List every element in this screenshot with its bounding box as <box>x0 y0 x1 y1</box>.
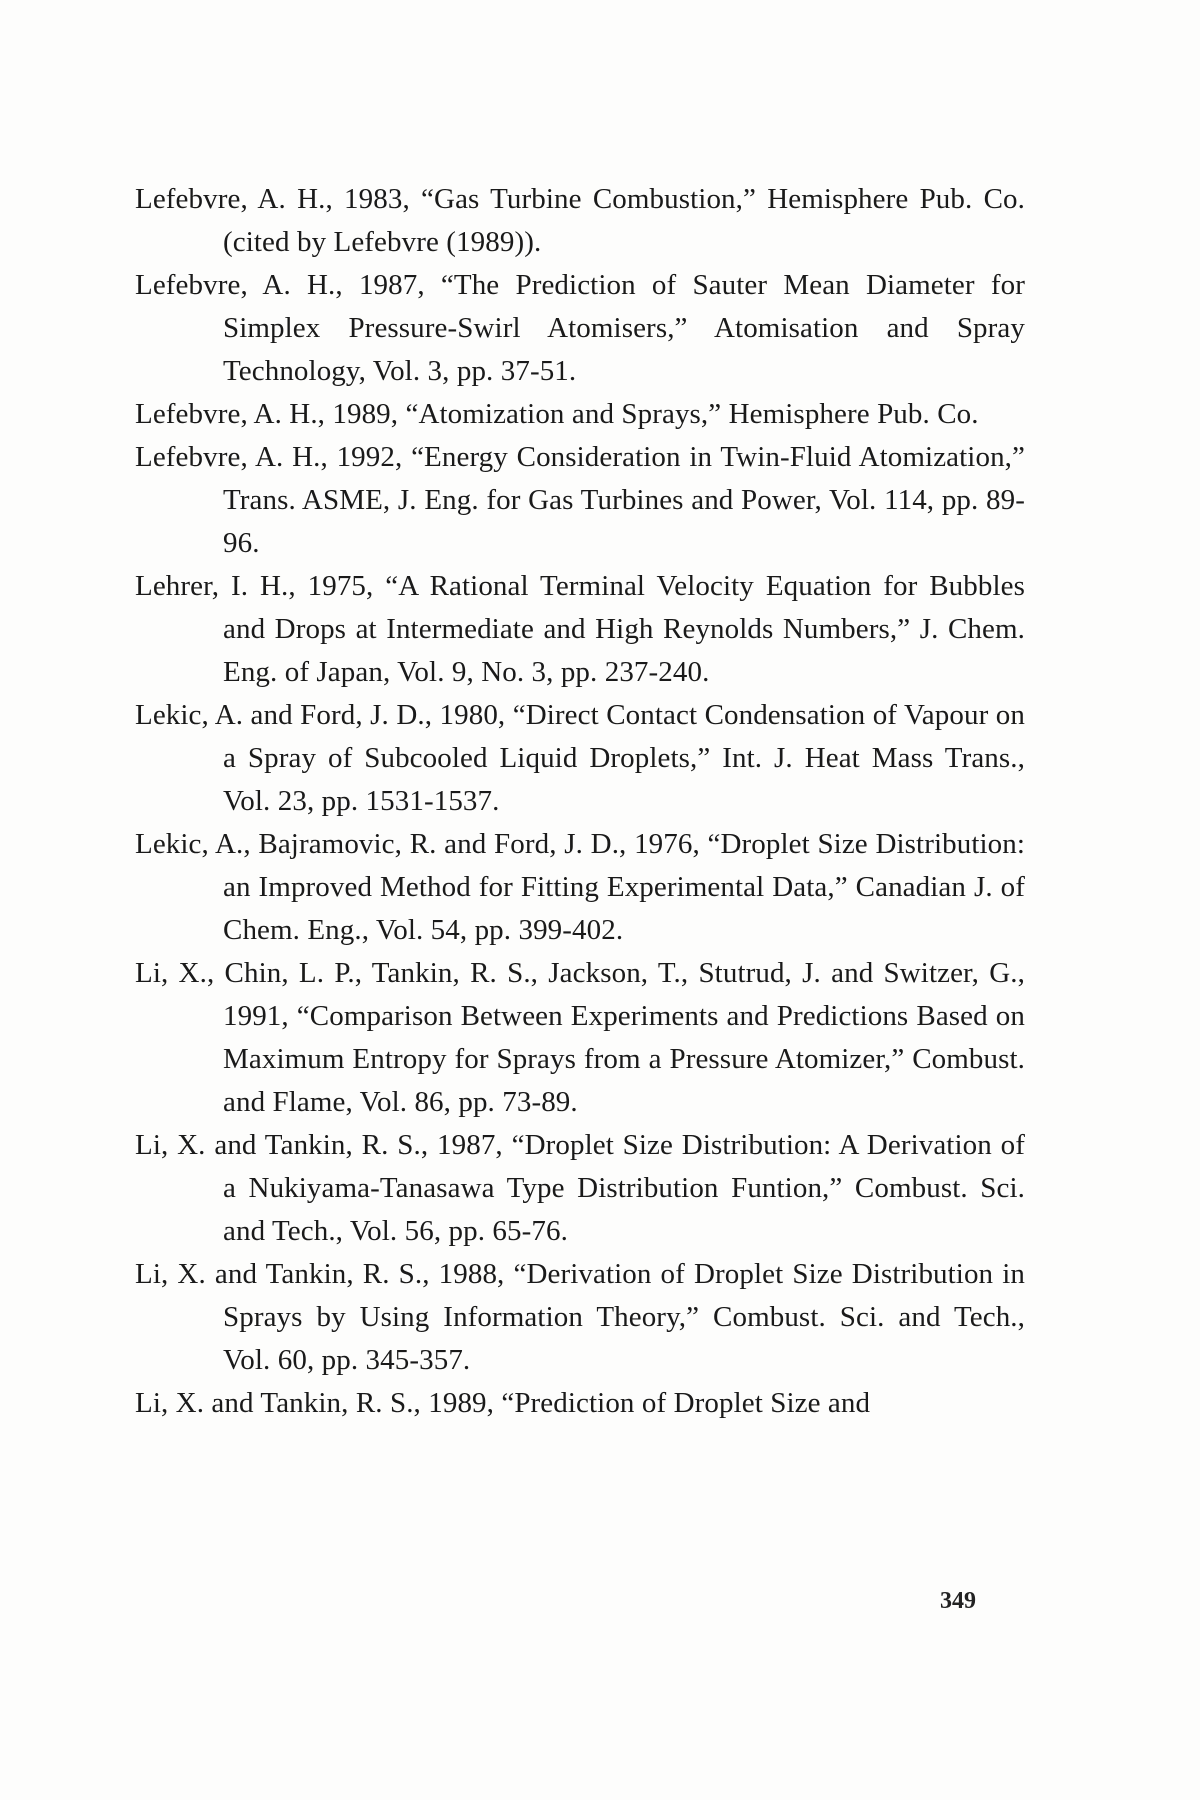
reference-entry: Lefebvre, A. H., 1992, “Energy Consideration in Twin-Fluid Atomization,” Trans. ASME, J. Eng. for Gas Turbines and Power, Vol. 114, pp. 89-96. <box>135 441 1025 559</box>
reference-entry: Lefebvre, A. H., 1987, “The Prediction of Sauter Mean Diameter for Simplex Pressure-Swirl Atomisers,” Atomisation and Spray Technology, Vol. 3, pp. 37-51. <box>135 269 1025 387</box>
reference-entry: Lefebvre, A. H., 1989, “Atomization and Sprays,” Hemisphere Pub. Co. <box>135 398 979 430</box>
reference-entry: Lekic, A., Bajramovic, R. and Ford, J. D., 1976, “Droplet Size Distribution: an Improved Method for Fitting Experimental Data,” Canadian J. of Chem. Eng., Vol. 54, pp. 399-402. <box>135 828 1025 946</box>
reference-list <box>135 178 1025 1425</box>
reference-entry: Li, X. and Tankin, R. S., 1989, “Prediction of Droplet Size and <box>135 1387 871 1419</box>
page-number: 349 <box>940 1588 976 1614</box>
reference-entry: Lehrer, I. H., 1975, “A Rational Terminal Velocity Equation for Bubbles and Drops at Intermediate and High Reynolds Numbers,” J. Chem. Eng. of Japan, Vol. 9, No. 3, pp. 237-240. <box>135 570 1025 688</box>
reference-entry: Li, X., Chin, L. P., Tankin, R. S., Jackson, T., Stutrud, J. and Switzer, G., 1991, “Comparison Between Experiments and Predictions Based on Maximum Entropy for Sprays from a Pressure Atomizer,” Combust. and Flame, Vol. 86, pp. 73-89. <box>135 957 1025 1118</box>
reference-entry: Li, X. and Tankin, R. S., 1988, “Derivation of Droplet Size Distribution in Sprays by Using Information Theory,” Combust. Sci. and Tech., Vol. 60, pp. 345-357. <box>135 1258 1025 1376</box>
reference-entry: Li, X. and Tankin, R. S., 1987, “Droplet Size Distribution: A Derivation of a Nukiyama-Tanasawa Type Distribution Funtion,” Combust. Sci. and Tech., Vol. 56, pp. 65-76. <box>135 1129 1025 1247</box>
reference-entry: Lefebvre, A. H., 1983, “Gas Turbine Combustion,” Hemisphere Pub. Co. (cited by Lefebvre (1989)). <box>135 183 1025 258</box>
reference-entry: Lekic, A. and Ford, J. D., 1980, “Direct Contact Condensation of Vapour on a Spray of Subcooled Liquid Droplets,” Int. J. Heat Mass Trans., Vol. 23, pp. 1531-1537. <box>135 699 1025 817</box>
